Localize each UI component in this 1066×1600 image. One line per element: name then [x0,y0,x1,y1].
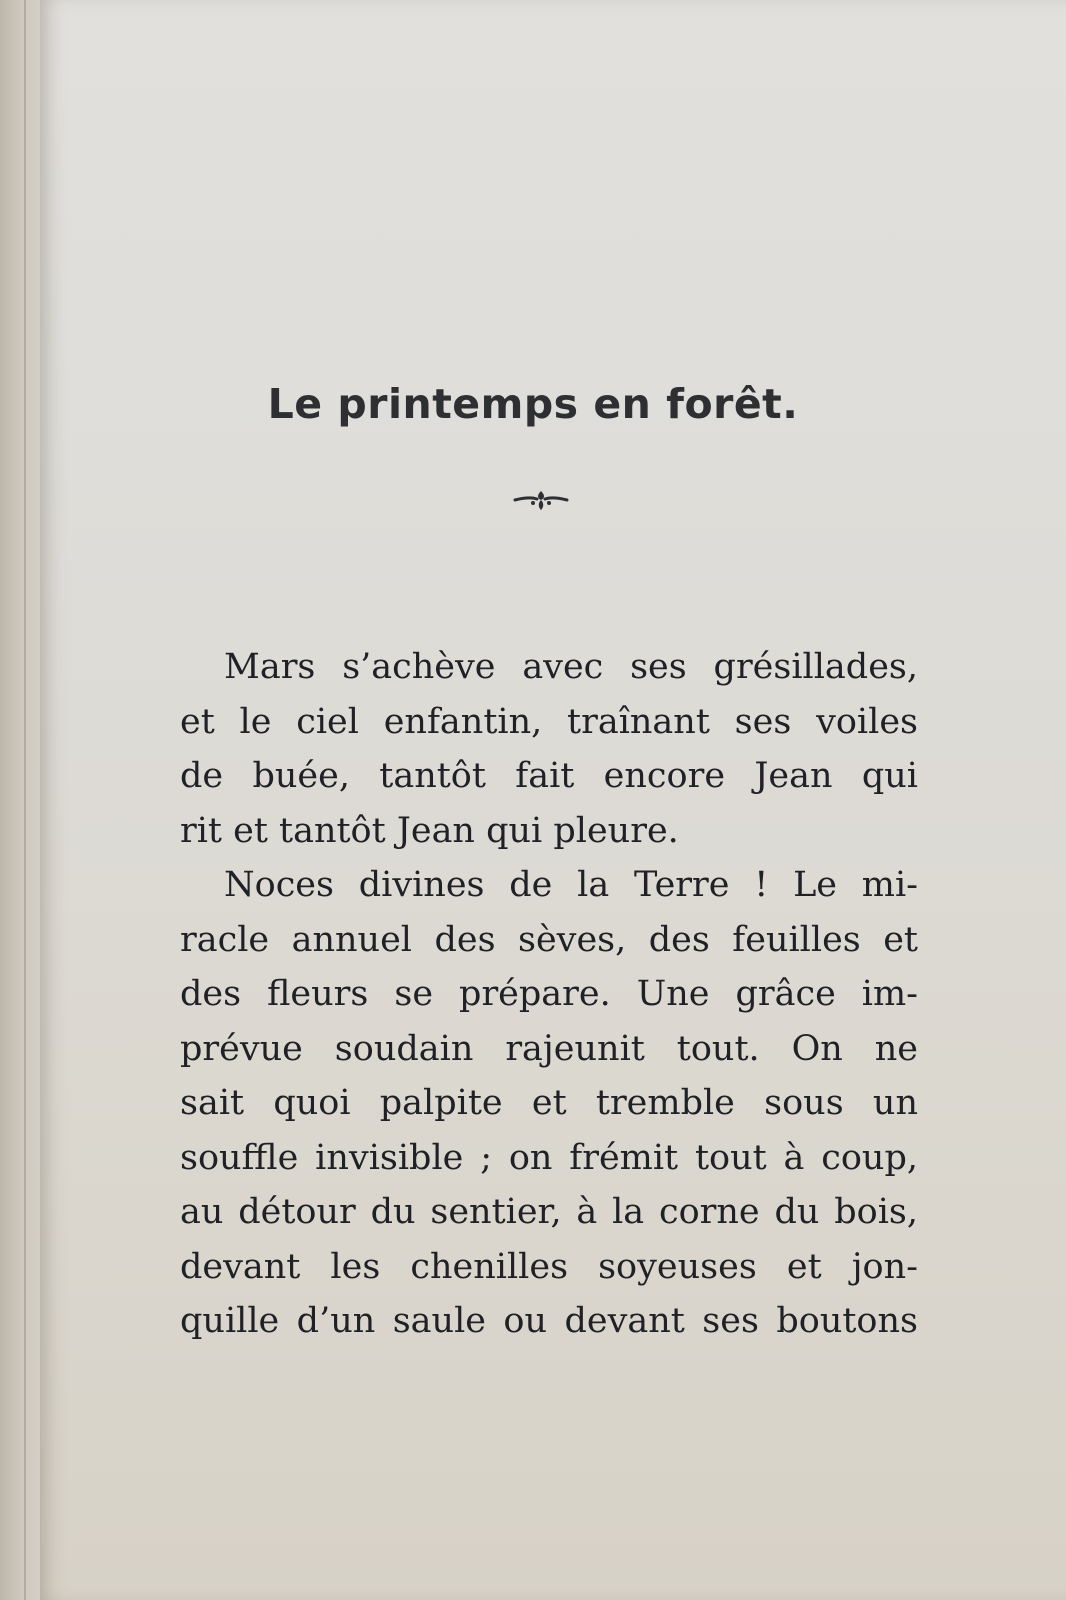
text-line: racle annuel des sèves, des feuilles et [180,919,918,960]
body-text [180,640,918,1349]
text-line: prévue soudain rajeunit tout. On ne [180,1028,918,1069]
fleuron-ornament-icon [513,488,569,512]
text-line: rit et tantôt Jean qui pleure. [180,810,679,851]
text-line: de buée, tantôt fait encore Jean qui [180,756,918,796]
text-line: et le ciel enfantin, traînant ses voiles [180,701,918,742]
paragraph-1 [180,640,918,858]
text-line: des fleurs se prépare. Une grâce im- [180,974,918,1014]
text-line: au détour du sentier, à la corne du bois, [180,1192,918,1232]
chapter-title: Le printemps en forêt. [267,380,799,428]
text-line: Noces divines de la Terre ! Le mi- [224,865,918,905]
text-line: sait quoi palpite et tremble sous un [180,1083,918,1123]
text-line: devant les chenilles soyeuses et jon- [180,1246,918,1287]
text-line: quille d’un saule ou devant ses boutons [180,1301,918,1341]
paragraph-2 [180,858,918,1349]
text-line: Mars s’achève avec ses grésillades, [224,647,918,687]
text-line: souffle invisible ; on frémit tout à coup, [180,1137,918,1178]
gutter-fold-line [24,0,26,1600]
